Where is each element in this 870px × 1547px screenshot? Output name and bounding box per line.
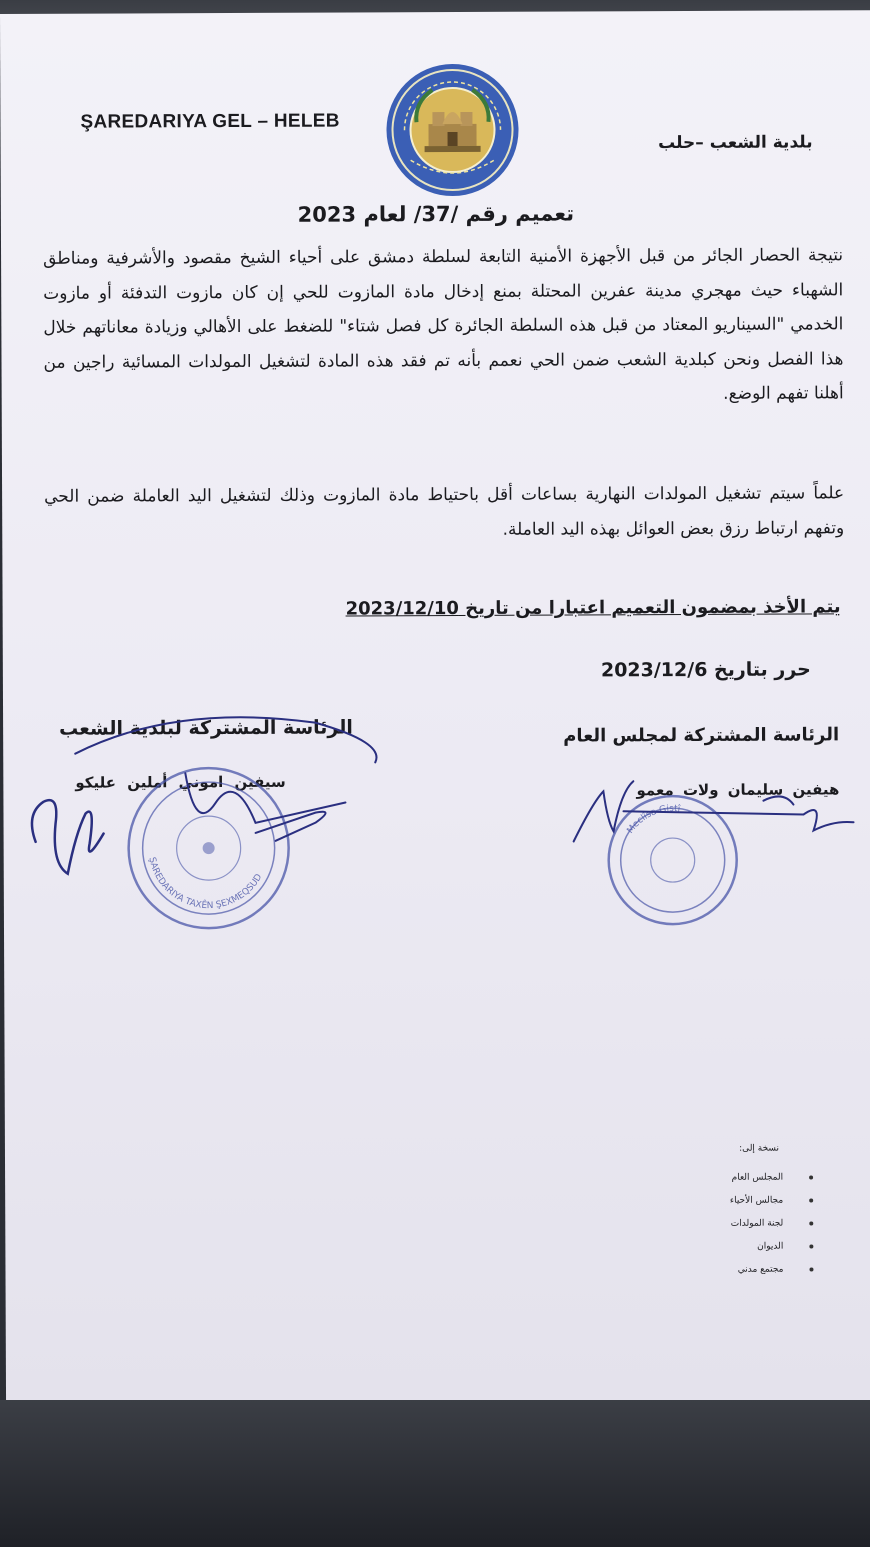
bullet-icon <box>809 1221 813 1225</box>
effective-date-line: يتم الأخذ بمضمون التعميم اعتبارا من تاريخ 2023/12/10 <box>345 596 841 620</box>
bullet-icon <box>809 1198 813 1202</box>
list-item: لجنة المولدات <box>730 1216 813 1239</box>
municipality-signature-icon <box>15 712 396 894</box>
bullet-icon <box>809 1267 813 1271</box>
municipality-signatory-names: سيفين اموني أملين عليكو <box>75 772 286 792</box>
copies-to-label: نسخة إلى: <box>739 1143 779 1154</box>
circular-title: تعميم رقم /37/ لعام 2023 <box>297 201 575 227</box>
municipality-signature-title: الرئاسة المشتركة لبلدية الشعب <box>59 716 353 740</box>
written-date-line: حرر بتاريخ 2023/12/6 <box>600 658 811 682</box>
list-item: مجتمع مدني <box>730 1262 813 1285</box>
list-item: مجالس الأحياء <box>730 1193 813 1216</box>
svg-text:ŞAREDARIYA TAXÊN ŞEXMEQSUD: ŞAREDARIYA TAXÊN ŞEXMEQSUD <box>146 856 265 912</box>
bullet-icon <box>809 1244 813 1248</box>
body-paragraph-2: علماً سيتم تشغيل المولدات النهارية بساعات أقل باحتياط مادة المازوت وذلك لتشغيل اليد العاملة ضمن الحي وتفهم ارتباط رزق بعض العوائل بهذه اليد العاملة. <box>44 483 845 540</box>
council-signature-title: الرئاسة المشتركة لمجلس العام <box>563 724 840 747</box>
municipality-latin-name: ŞAREDARIYA GEL – HELEB <box>80 110 340 133</box>
municipality-emblem-icon <box>384 62 521 199</box>
document-page <box>0 10 870 1414</box>
council-signature-icon <box>563 760 863 861</box>
municipality-arabic-name: بلدية الشعب –حلب <box>658 132 813 154</box>
background-surface-bottom <box>0 1400 870 1547</box>
svg-text:Meclîsa Giştî: Meclîsa Giştî <box>625 804 681 836</box>
body-paragraph-1: نتيجة الحصار الجائر من قبل الأجهزة الأمنية التابعة لسلطة دمشق على أحياء الشيخ مقصود والأشرفية ومناطق الشهباء حيث مهجري مدينة عفرين المحتلة بمنع إدخال مادة المازوت للحي إن كان مازوت التدفئة أو مازوت الخدمي "السيناريو المعتاد من قبل هذه السلطة الجائرة كل فصل شتاء" للضغط على الأهالي وزيادة معاناتهم خلال هذا الفصل ونحن كبلدية الشعب ضمن الحي نعمم بأنه تم فقد هذه المادة لتشغيل المولدات المسائية راجين من أهلنا تفهم الوضع. <box>43 245 844 404</box>
list-item: الديوان <box>730 1239 813 1262</box>
copies-list <box>730 1170 814 1285</box>
bullet-icon <box>809 1175 813 1179</box>
list-item: المجلس العام <box>730 1170 813 1193</box>
council-signatory-names: هيفين سليمان ولات معمو <box>636 780 840 800</box>
